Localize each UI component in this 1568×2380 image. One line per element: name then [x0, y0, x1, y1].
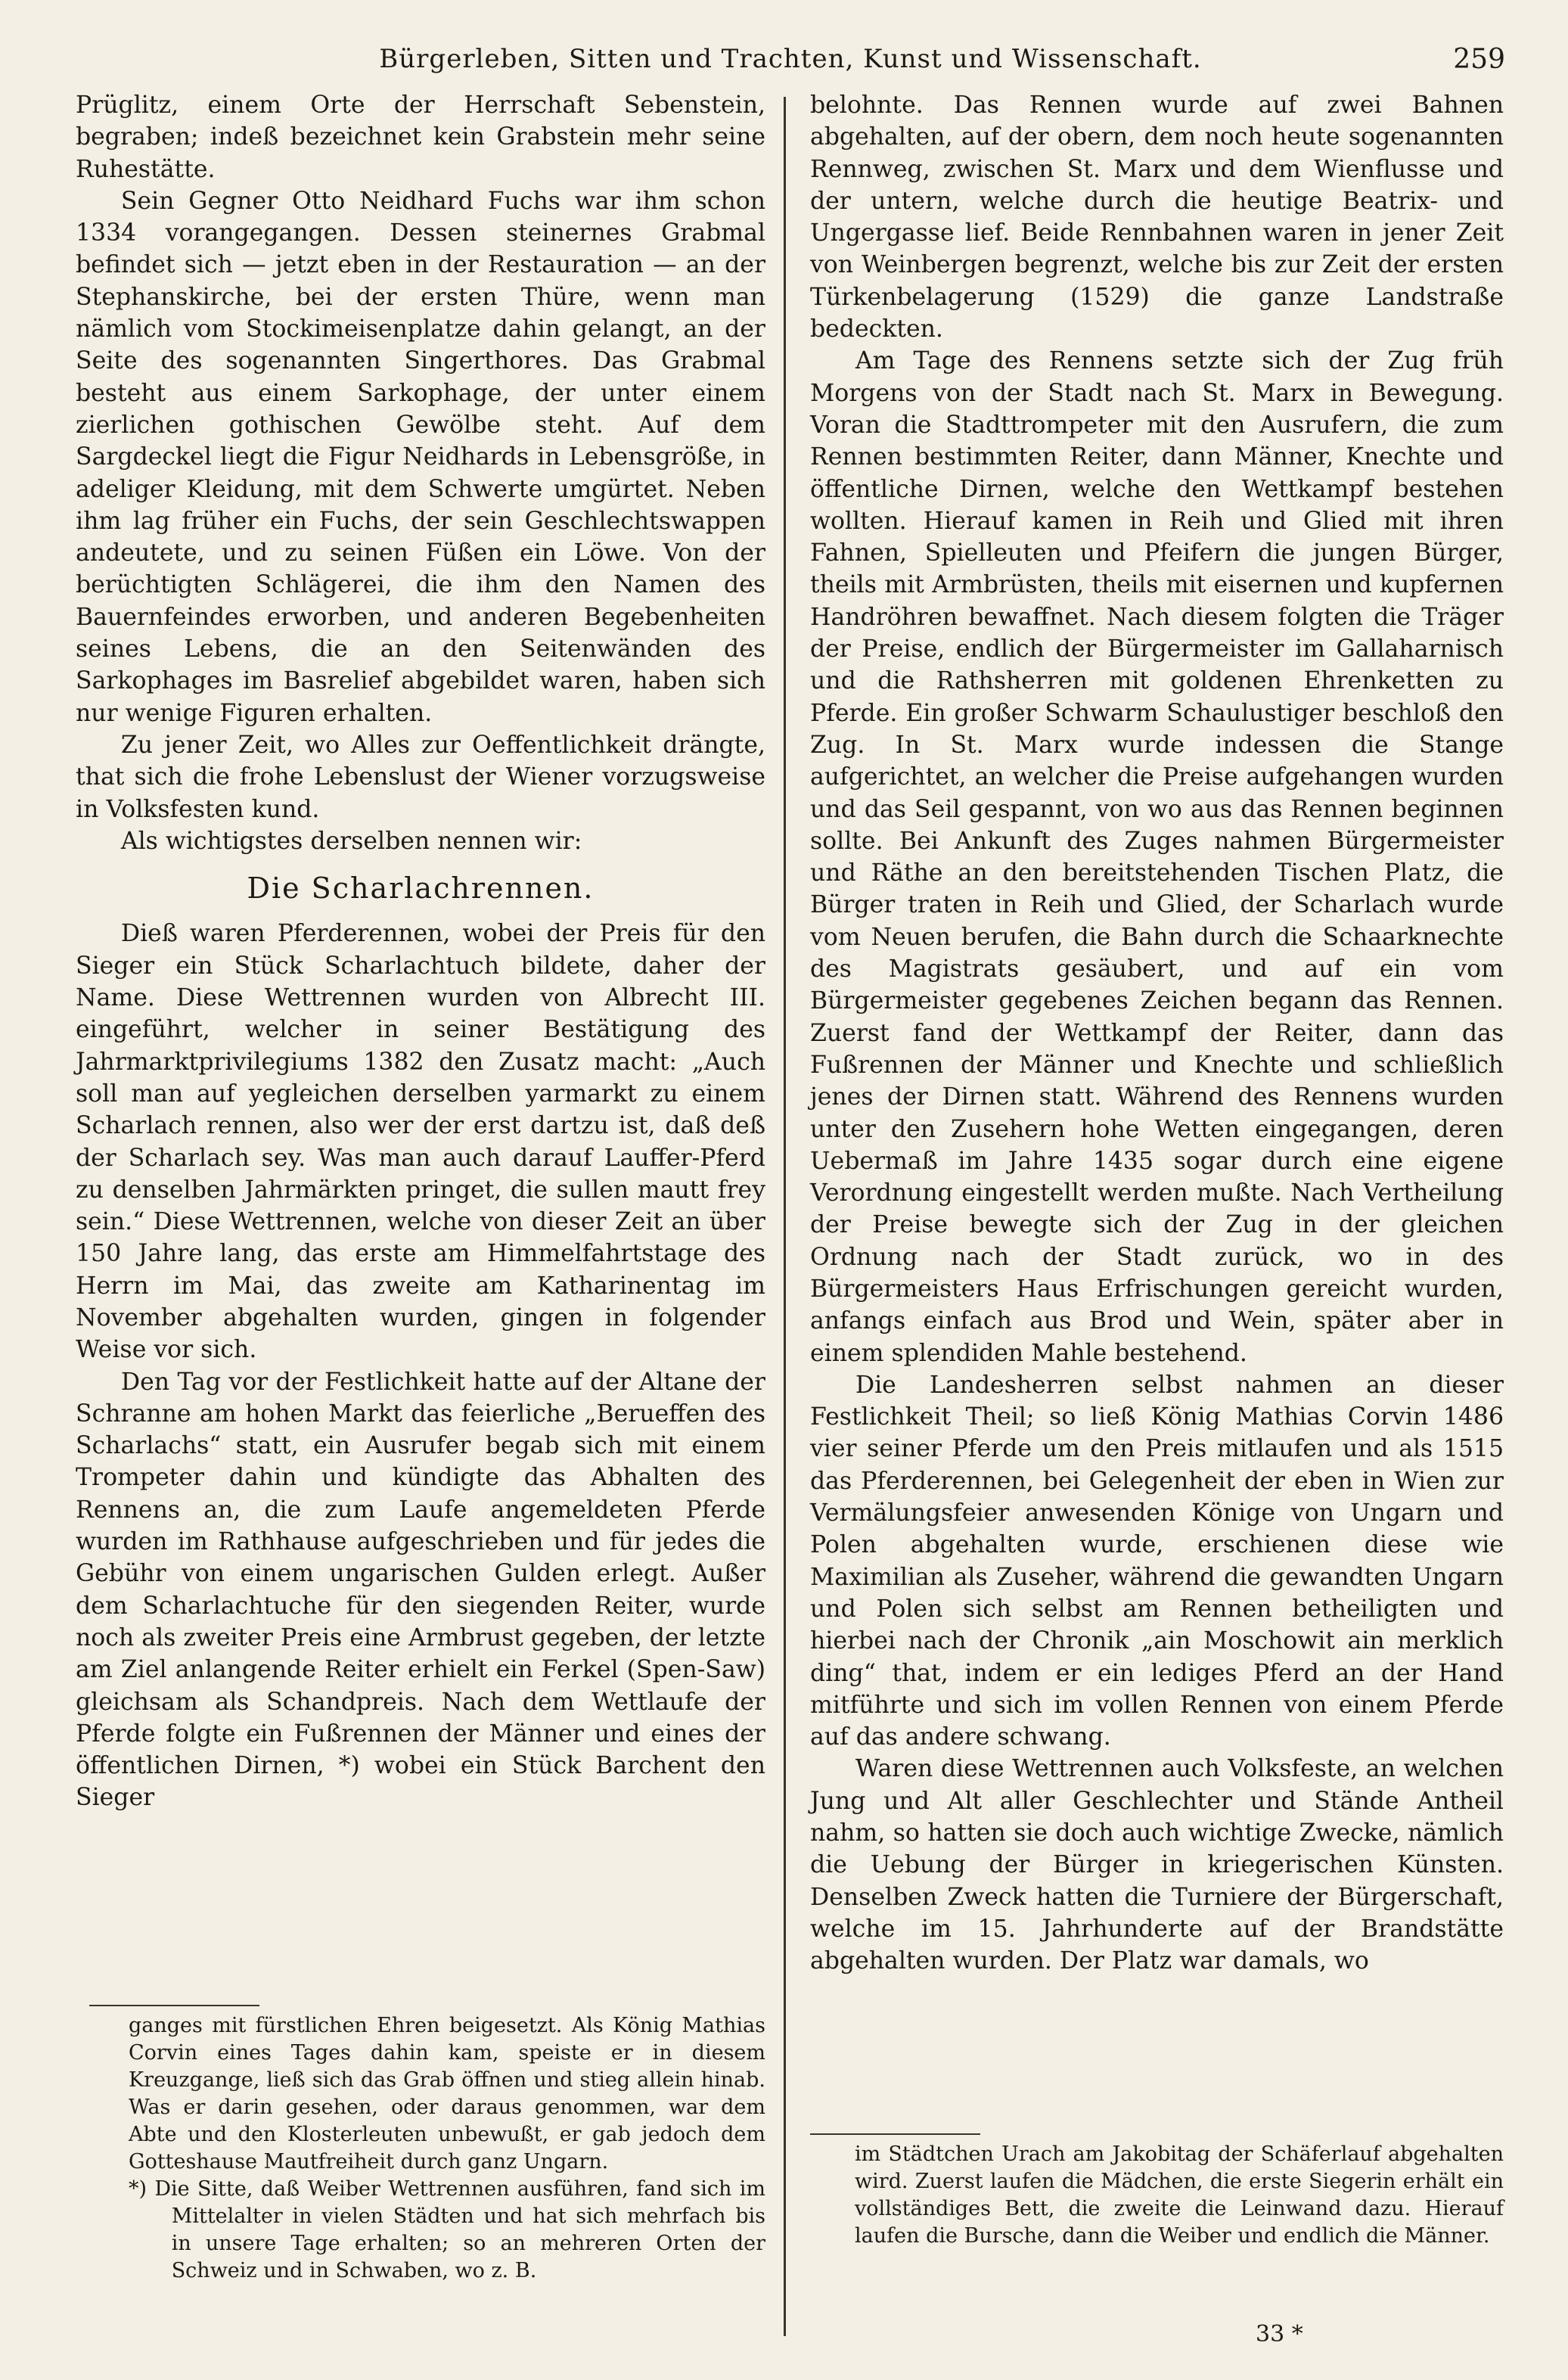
page-number: 259	[1453, 44, 1505, 75]
running-header	[76, 33, 1505, 86]
paragraph: Sein Gegner Otto Neidhard Fuchs war ihm schon 1334 vorangegangen. Dessen steinernes Grabmal befindet sich — jetzt eben in der Restauration — an der Stephanskirche, bei der ersten Thüre, wenn man nämlich vom Stockimeisenplatze dahin gelangt, an der Seite des sogenannten Singerthores. Das Grabmal besteht aus einem Sarkophage, der unter einem zierlichen gothischen Gewölbe steht. Auf dem Sargdeckel liegt die Figur Neidhards in Lebensgröße, in adeliger Kleidung, mit dem Schwerte umgürtet. Neben ihm lag früher ein Fuchs, der sein Geschlechtswappen andeutete, und zu seinen Füßen ein Löwe. Von der berüchtigten Schlägerei, die ihm den Namen des Bauernfeindes erworben, und anderen Begebenheiten seines Lebens, die an den Seitenwänden des Sarkophages im Basrelief abgebildet waren, haben sich nur wenige Figuren erhalten.	[76, 187, 765, 727]
footnote-separator	[810, 2133, 980, 2135]
left-footnotes	[129, 2012, 765, 2285]
paragraph: Als wichtigstes derselben nennen wir:	[120, 827, 582, 855]
paragraph: Zu jener Zeit, wo Alles zur Oeffentlichkeit drängte, that sich die frohe Lebenslust der Wiener vorzugsweise in Volksfesten kund.	[76, 731, 765, 823]
footnote-continuation: ganges mit fürstlichen Ehren beigesetzt. Als König Mathias Corvin eines Tages dahin kam, speiste er in diesem Kreuzgange, ließ sich das Grab öffnen und stieg allein hinab. Was er darin gesehen, oder daraus genommen, war dem Abte und den Klosterleuten unbewußt, er gab jedoch dem Gotteshause Mautfreiheit durch ganz Ungarn.	[129, 2014, 765, 2173]
paragraph: belohnte. Das Rennen wurde auf zwei Bahnen abgehalten, auf der obern, dem noch heute sogenannten Rennweg, zwischen St. Marx und dem Wienflusse und der untern, welche durch die heutige Beatrix- und Ungergasse lief. Beide Rennbahnen waren in jener Zeit von Weinbergen begrenzt, welche bis zur Zeit der ersten Türkenbelagerung (1529) die ganze Landstraße bedeckten.	[810, 92, 1504, 343]
section-heading-text: Die Scharlachrennen.	[247, 872, 595, 906]
footnote-star: *) Die Sitte, daß Weiber Wettrennen ausführen, fand sich im Mittelalter in vielen Städten und hat sich mehrfach bis in unsere Tage erhalten; so an mehreren Orten der Schweiz und in Schwaben, wo z. B.	[129, 2177, 765, 2282]
paragraph: Waren diese Wettrennen auch Volksfeste, an welchen Jung und Alt aller Geschlechter und Stände Antheil nahm, so hatten sie doch auch wichtige Zwecke, nämlich die Uebung der Bürger in kriegerischen Künsten. Denselben Zweck hatten die Turniere der Bürgerschaft, welche im 15. Jahrhunderte auf der Brandstätte abgehalten wurden. Der Platz war damals, wo	[810, 1755, 1504, 1975]
footnote-separator	[89, 2005, 259, 2006]
left-column	[76, 89, 765, 1814]
right-column	[810, 89, 1504, 1978]
running-title: Bürgerleben, Sitten und Trachten, Kunst und Wissenschaft.	[379, 44, 1202, 74]
signature-mark: 33 *	[1256, 2321, 1303, 2347]
paragraph: Die Landesherren selbst nahmen an dieser Festlichkeit Theil; so ließ König Mathias Corvin 1486 vier seiner Pferde um den Preis mitlaufen und als 1515 das Pferderennen, bei Gelegenheit der eben in Wien zur Vermälungsfeier anwesenden Könige von Ungarn und Polen abgehalten wurde, erschienen diese wie Maximilian als Zuseher, während die gewandten Ungarn und Polen sich selbst am Rennen betheiligten und hierbei nach der Chronik „ain Moschowit ain merklich ding“ that, indem er ein lediges Pferd an der Hand mitführte und sich im vollen Rennen von einem Pferde auf das andere schwang.	[810, 1371, 1504, 1751]
column-divider	[784, 97, 786, 2336]
paragraph: Den Tag vor der Festlichkeit hatte auf der Altane der Schranne am hohen Markt das feierliche „Berueffen des Scharlachs“ statt, ein Ausrufer begab sich mit einem Trompeter dahin und kündigte das Abhalten des Rennens an, die zum Laufe angemeldeten Pferde wurden im Rathhause aufgeschrieben und für jedes die Gebühr von einem ungarischen Gulden erlegt. Außer dem Scharlachtuche für den siegenden Reiter, wurde noch als zweiter Preis eine Armbrust gegeben, der letzte am Ziel anlangende Reiter erhielt ein Ferkel (Spen-Saw) gleichsam als Schandpreis. Nach dem Wettlaufe der Pferde folgte ein Fußrennen der Männer und eines der öffentlichen Dirnen, *) wobei ein Stück Barchent den Sieger	[76, 1368, 765, 1812]
section-heading	[76, 872, 765, 904]
paragraph: Dieß waren Pferderennen, wobei der Preis für den Sieger ein Stück Scharlachtuch bildete, daher der Name. Diese Wettrennen wurden von Albrecht III. eingeführt, welcher in seiner Bestätigung des Jahrmarktprivilegiums 1382 den Zusatz macht: „Auch soll man auf yegleichen derselben yarmarkt zu einem Scharlach rennen, also wer der erst dartzu ist, daß deß der Scharlach sey. Was man auch darauf Lauffer-Pferd zu denselben Jahrmärkten pringet, die sullen mautt frey sein.“ Diese Wettrennen, welche von dieser Zeit an über 150 Jahre lang, das erste am Himmelfahrtstage des Herrn im Mai, das zweite am Katharinentag im November abgehalten wurden, gingen in folgender Weise vor sich.	[76, 920, 765, 1364]
paragraph: Prüglitz, einem Orte der Herrschaft Sebenstein, begraben; indeß bezeichnet kein Grabstein mehr seine Ruhestätte.	[76, 92, 765, 183]
paragraph: Am Tage des Rennens setzte sich der Zug früh Morgens von der Stadt nach St. Marx in Bewegung. Voran die Stadttrompeter mit den Ausrufern, die zum Rennen bestimmten Reiter, dann Männer, Knechte und öffentliche Dirnen, welche den Wettkampf bestehen wollten. Hierauf kamen in Reih und Glied mit ihren Fahnen, Spielleuten und Pfeifern die jungen Bürger, theils mit Armbrüsten, theils mit eisernen und kupfernen Handröhren bewaffnet. Nach diesem folgten die Träger der Preise, endlich der Bürgermeister im Gallaharnisch und die Rathsherren mit goldenen Ehrenketten zu Pferde. Ein großer Schwarm Schaulustiger beschloß den Zug. In St. Marx wurde indessen die Stange aufgerichtet, an welcher die Preise aufgehangen wurden und das Seil gespannt, von wo aus das Rennen beginnen sollte. Bei Ankunft des Zuges nahmen Bürgermeister und Räthe an den bereitstehenden Tischen Platz, die Bürger traten in Reih und Glied, der Scharlach wurde vom Neuen berufen, die Bahn durch die Schaarknechte des Magistrats gesäubert, und auf ein vom Bürgermeister gegebenes Zeichen begann das Rennen. Zuerst fand der Wettkampf der Reiter, dann das Fußrennen der Männer und Knechte und schließlich jenes der Dirnen statt. Während des Rennens wurden unter den Zusehern hohe Wetten eingegangen, deren Uebermaß im Jahre 1435 sogar durch eine eigene Verordnung eingestellt werden mußte. Nach Vertheilung der Preise bewegte sich der Zug in der gleichen Ordnung nach der Stadt zurück, wo in des Bürgermeisters Haus Erfrischungen gereicht wurden, anfangs einfach aus Brod und Wein, später aber in einem splendiden Mahle bestehend.	[810, 347, 1504, 1367]
footnote-continuation: im Städtchen Urach am Jakobitag der Schäferlauf abgehalten wird. Zuerst laufen die Mädchen, die erste Siegerin erhält ein vollständiges Bett, die zweite die Leinwand dazu. Hierauf laufen die Bursche, dann die Weiber und endlich die Männer.	[855, 2142, 1504, 2248]
right-footnotes	[855, 2141, 1504, 2250]
